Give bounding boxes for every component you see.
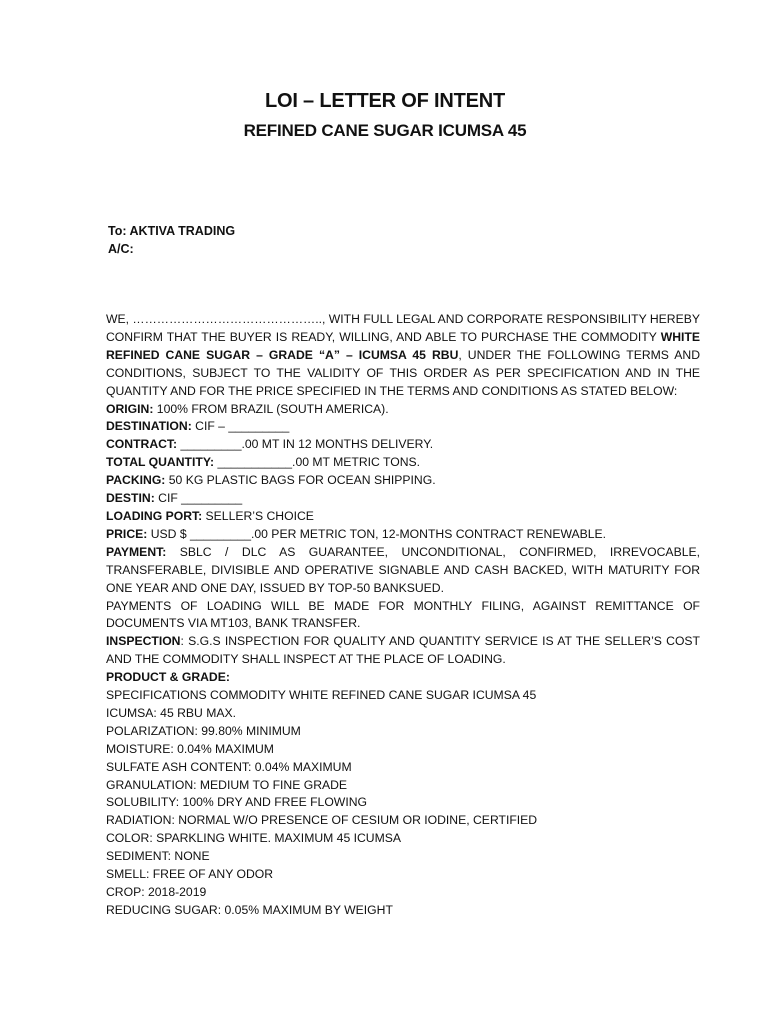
- term-label: TOTAL QUANTITY:: [106, 455, 215, 470]
- spec-item: RADIATION: NORMAL W/O PRESENCE OF CESIUM OR IODINE, CERTIFIED: [106, 813, 538, 828]
- term-destin: [106, 490, 700, 508]
- term-total-quantity: [106, 454, 700, 472]
- term-destination: [106, 418, 700, 436]
- spec-item: COLOR: SPARKLING WHITE. MAXIMUM 45 ICUMSA: [106, 831, 402, 846]
- product-heading-text: PRODUCT & GRADE:: [106, 670, 230, 685]
- term-packing: [106, 472, 700, 490]
- term-label: LOADING PORT:: [106, 508, 203, 523]
- inspection-label: INSPECTION: [106, 634, 181, 649]
- spec-item: MOISTURE: 0.04% MAXIMUM: [106, 741, 274, 756]
- term-value: 50 KG PLASTIC BAGS FOR OCEAN SHIPPING.: [165, 473, 436, 488]
- term-value: _________.00 MT IN 12 MONTHS DELIVERY.: [177, 437, 434, 452]
- term-label: PRICE:: [106, 526, 148, 541]
- document-subtitle: REFINED CANE SUGAR ICUMSA 45: [243, 121, 527, 140]
- payment-text: SBLC / DLC AS GUARANTEE, UNCONDITIONAL, CONFIRMED, IRREVOCABLE, TRANSFERABLE, DIVISIBLE AND OPERATIVE SIGNABLE AND CASH BACKED, WITH MATURITY FOR ONE YEAR AND ONE DAY, ISSUED BY TOP-50 BANKSUED.: [106, 544, 700, 595]
- intro-text-1: WE, ……………………………………….., WITH FULL LEGAL AND CORPORATE RESPONSIBILITY HEREBY CONFIRM THAT THE BUYER IS READY, WILLING, AND ABLE TO PURCHASE THE COMMODITY: [106, 312, 700, 344]
- intro-paragraph: [106, 311, 700, 401]
- term-value: CIF _________: [154, 491, 243, 506]
- payment-loading-paragraph: PAYMENTS OF LOADING WILL BE MADE FOR MONTHLY FILING, AGAINST REMITTANCE OF DOCUMENTS VIA MT103, BANK TRANSFER.: [106, 598, 700, 631]
- term-label: PACKING:: [106, 473, 166, 488]
- product-heading: [106, 669, 700, 687]
- spec-item: SPECIFICATIONS COMMODITY WHITE REFINED CANE SUGAR ICUMSA 45: [106, 688, 537, 703]
- intro-text-2: , UNDER THE FOLLOWING TERMS AND CONDITIONS, SUBJECT TO THE VALIDITY OF THIS ORDER AS PER SPECIFICATION AND IN THE QUANTITY AND FOR THE PRICE SPECIFIED IN THE TERMS AND CONDITIONS AS STATED BELOW:: [106, 347, 701, 398]
- spec-item: GRANULATION: MEDIUM TO FINE GRADE: [106, 777, 348, 792]
- term-value: SELLER’S CHOICE: [202, 508, 314, 523]
- spec-list: [106, 687, 700, 920]
- spec-item: SULFATE ASH CONTENT: 0.04% MAXIMUM: [106, 759, 352, 774]
- term-value: ___________.00 MT METRIC TONS.: [214, 455, 421, 470]
- recipient-to: To: AKTIVA TRADING: [108, 224, 236, 238]
- term-label: DESTINATION:: [106, 419, 192, 434]
- term-label: DESTIN:: [106, 491, 155, 506]
- document-title: LOI – LETTER OF INTENT: [264, 90, 506, 112]
- term-value: USD $ _________.00 PER METRIC TON, 12-MONTHS CONTRACT RENEWABLE.: [147, 526, 607, 541]
- term-origin: [106, 401, 700, 419]
- payment-paragraph: [106, 544, 700, 598]
- term-contract: [106, 436, 700, 454]
- spec-item: SEDIMENT: NONE: [106, 849, 210, 864]
- term-label: ORIGIN:: [106, 401, 154, 416]
- term-value: 100% FROM BRAZIL (SOUTH AMERICA).: [153, 401, 389, 416]
- inspection-paragraph: [106, 633, 700, 669]
- intro-commodity: WHITE REFINED CANE SUGAR – GRADE “A” – ICUMSA 45 RBU: [106, 329, 700, 362]
- letter-body: [106, 311, 700, 920]
- term-value: CIF – _________: [191, 419, 290, 434]
- spec-item: SOLUBILITY: 100% DRY AND FREE FLOWING: [106, 795, 367, 810]
- spec-item: POLARIZATION: 99.80% MINIMUM: [106, 723, 301, 738]
- term-loading-port: [106, 508, 700, 526]
- inspection-text: : S.G.S INSPECTION FOR QUALITY AND QUANTITY SERVICE IS AT THE SELLER’S COST AND THE COMMODITY SHALL INSPECT AT THE PLACE OF LOADING.: [106, 634, 700, 667]
- spec-item: REDUCING SUGAR: 0.05% MAXIMUM BY WEIGHT: [106, 902, 393, 917]
- recipient-ac: A/C:: [108, 242, 134, 256]
- spec-item: CROP: 2018-2019: [106, 885, 207, 899]
- spec-item: ICUMSA: 45 RBU MAX.: [106, 705, 237, 720]
- spec-item: SMELL: FREE OF ANY ODOR: [106, 867, 274, 882]
- term-price: [106, 526, 700, 544]
- term-label: CONTRACT:: [106, 437, 178, 452]
- payment-label: PAYMENT:: [106, 544, 167, 559]
- recipient-block: [108, 222, 235, 258]
